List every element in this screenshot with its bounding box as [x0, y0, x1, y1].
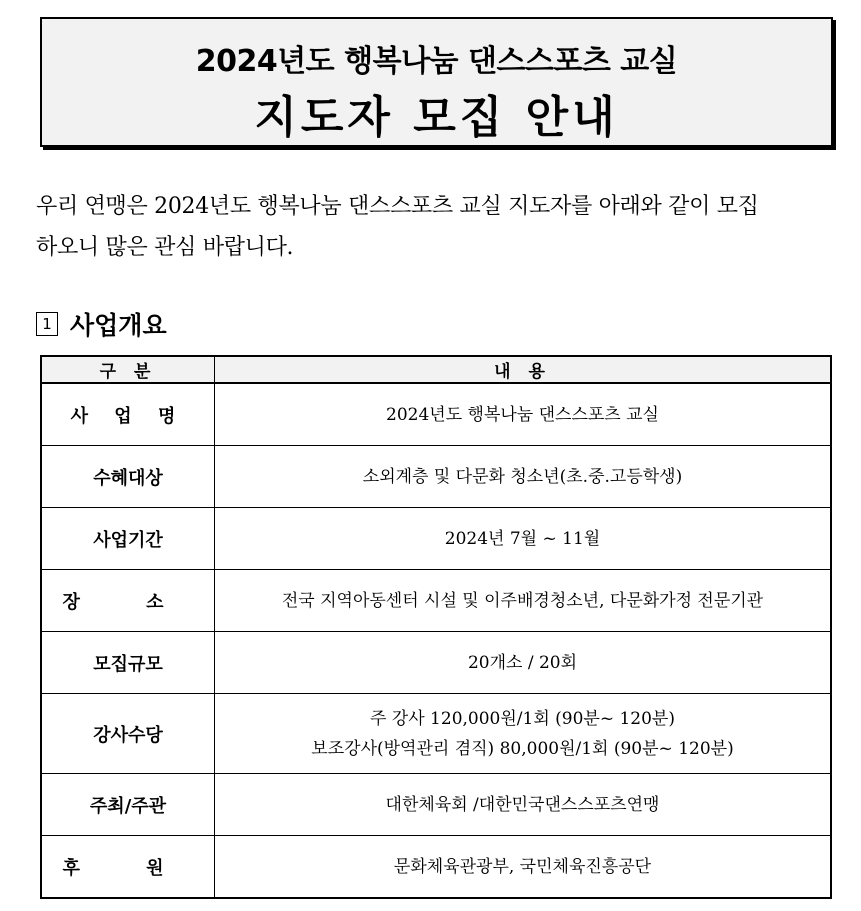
row-content: 문화체육관광부, 국민체육진흥공단 [215, 836, 832, 899]
row-content: 2024년 7월 ~ 11월 [215, 508, 832, 570]
header-category: 구 분 [41, 356, 215, 383]
intro-line: 우리 연맹은 2024년도 행복나눔 댄스스포츠 교실 지도자를 아래와 같이 모집 [36, 194, 759, 219]
table-row [41, 446, 831, 508]
table-row [41, 383, 831, 446]
row-content-line: 보조강사(방역관리 겸직) 80,000원/1회 (90분~ 120분) [311, 738, 734, 759]
table-row [41, 570, 831, 632]
header-content: 내 용 [215, 356, 832, 383]
row-content: 20개소 / 20회 [215, 632, 832, 694]
row-content-line: 주 강사 120,000원/1회 (90분~ 120분) [369, 708, 675, 729]
table-row [41, 694, 831, 774]
table-row [41, 508, 831, 570]
section-heading [36, 306, 167, 342]
row-label: 강사수당 [41, 694, 215, 774]
row-content: 소외계층 및 다문화 청소년(초.중.고등학생) [215, 446, 832, 508]
section-number-box: 1 [36, 312, 58, 336]
table-header-row [41, 356, 831, 383]
row-label: 사 업 명 [41, 383, 215, 446]
table-row [41, 774, 831, 836]
intro-line: 하오니 많은 관심 바랍니다. [36, 235, 294, 260]
intro-paragraph [36, 186, 826, 268]
table-row [41, 632, 831, 694]
row-label: 모집규모 [41, 632, 215, 694]
row-content [215, 694, 832, 774]
document-title: 2024년도 행복나눔 댄스스포츠 교실 [195, 44, 678, 79]
section-title: 사업개요 [70, 311, 167, 340]
row-content: 전국 지역아동센터 시설 및 이주배경청소년, 다문화가정 전문기관 [215, 570, 832, 632]
row-content: 2024년도 행복나눔 댄스스포츠 교실 [215, 383, 832, 446]
table-row [41, 836, 831, 899]
overview-table [40, 355, 832, 899]
row-label: 주최/주관 [41, 774, 215, 836]
row-label: 사업기간 [41, 508, 215, 570]
title-box [40, 17, 833, 147]
row-label: 후 원 [41, 836, 215, 899]
row-label: 수혜대상 [41, 446, 215, 508]
row-content: 대한체육회 /대한민국댄스스포츠연맹 [215, 774, 832, 836]
document-subtitle: 지도자 모집 안내 [254, 92, 619, 143]
row-label: 장 소 [41, 570, 215, 632]
